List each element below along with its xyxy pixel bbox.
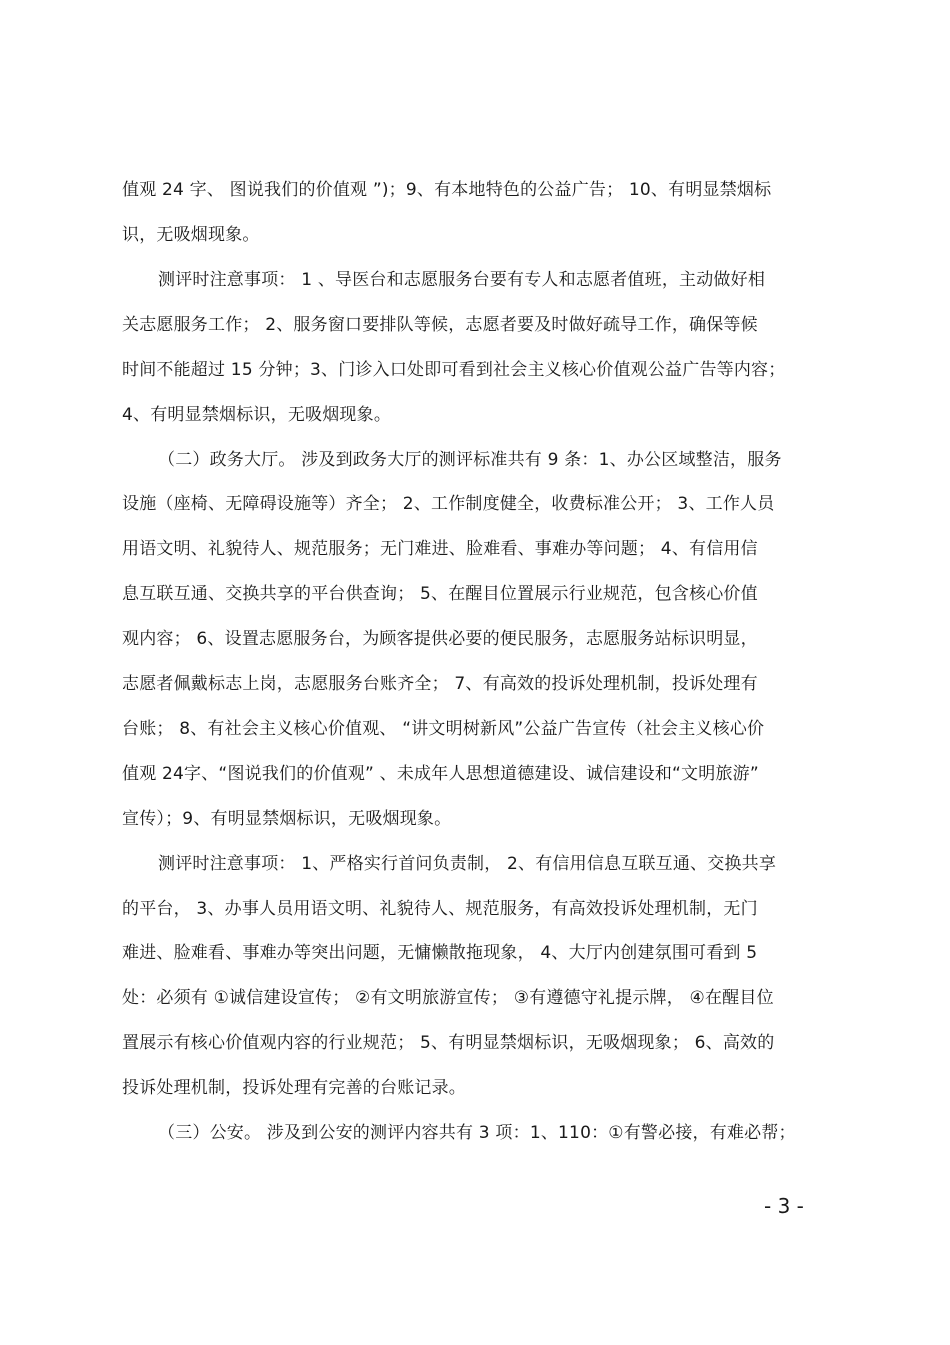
- text-line: 宣传）；9、有明显禁烟标识，无吸烟现象。: [122, 809, 452, 829]
- text-line: 4、有明显禁烟标识，无吸烟现象。: [122, 405, 392, 425]
- text-line: 的平台， 3、办事人员用语文明、礼貌待人、规范服务，有高效投诉处理机制，无门: [122, 899, 758, 919]
- text-line: 值观 24字、“图说我们的价值观” 、未成年人思想道德建设、诚信建设和“文明旅游”: [122, 764, 759, 784]
- text-line: 关志愿服务工作； 2、服务窗口要排队等候，志愿者要及时做好疏导工作，确保等候: [122, 315, 758, 335]
- text-line: 测评时注意事项： 1、严格实行首问负责制， 2、有信用信息互联互通、交换共享: [158, 854, 777, 874]
- text-line: 志愿者佩戴标志上岗，志愿服务台账齐全； 7、有高效的投诉处理机制，投诉处理有: [122, 674, 758, 694]
- page-number: - 3 -: [764, 1194, 804, 1218]
- text-line: 测评时注意事项： 1 、导医台和志愿服务台要有专人和志愿者值班，主动做好相: [158, 270, 766, 290]
- text-line: 难进、脸难看、事难办等突出问题，无慵懒散拖现象， 4、大厅内创建氛围可看到 5: [122, 943, 758, 963]
- text-line: 时间不能超过 15 分钟；3、门诊入口处即可看到社会主义核心价值观公益广告等内容；: [122, 360, 786, 380]
- text-line: 用语文明、礼貌待人、规范服务；无门难进、脸难看、事难办等问题； 4、有信用信: [122, 539, 758, 559]
- text-line: 设施（座椅、无障碍设施等）齐全； 2、工作制度健全，收费标准公开； 3、工作人员: [122, 494, 775, 514]
- text-line: 台账； 8、有社会主义核心价值观、 “讲文明树新风”公益广告宣传（社会主义核心价: [122, 719, 765, 739]
- text-line: （三）公安。 涉及到公安的测评内容共有 3 项：1、110：①有警必接，有难必帮；: [158, 1123, 796, 1143]
- text-line: 识，无吸烟现象。: [122, 225, 260, 245]
- text-line: 观内容； 6、设置志愿服务台，为顾客提供必要的便民服务，志愿服务站标识明显，: [122, 629, 758, 649]
- text-line: （二）政务大厅。 涉及到政务大厅的测评标准共有 9 条：1、办公区域整洁，服务: [158, 450, 782, 470]
- text-line: 置展示有核心价值观内容的行业规范； 5、有明显禁烟标识，无吸烟现象； 6、高效的: [122, 1033, 775, 1053]
- text-line: 处：必须有 ①诚信建设宣传； ②有文明旅游宣传； ③有遵德守礼提示牌， ④在醒目位: [122, 988, 774, 1008]
- text-line: 值观 24 字、 图说我们的价值观 ”)；9、有本地特色的公益广告； 10、有明显禁烟标: [122, 180, 772, 200]
- text-line: 投诉处理机制，投诉处理有完善的台账记录。: [122, 1078, 466, 1098]
- text-line: 息互联互通、交换共享的平台供查询； 5、在醒目位置展示行业规范，包含核心价值: [122, 584, 758, 604]
